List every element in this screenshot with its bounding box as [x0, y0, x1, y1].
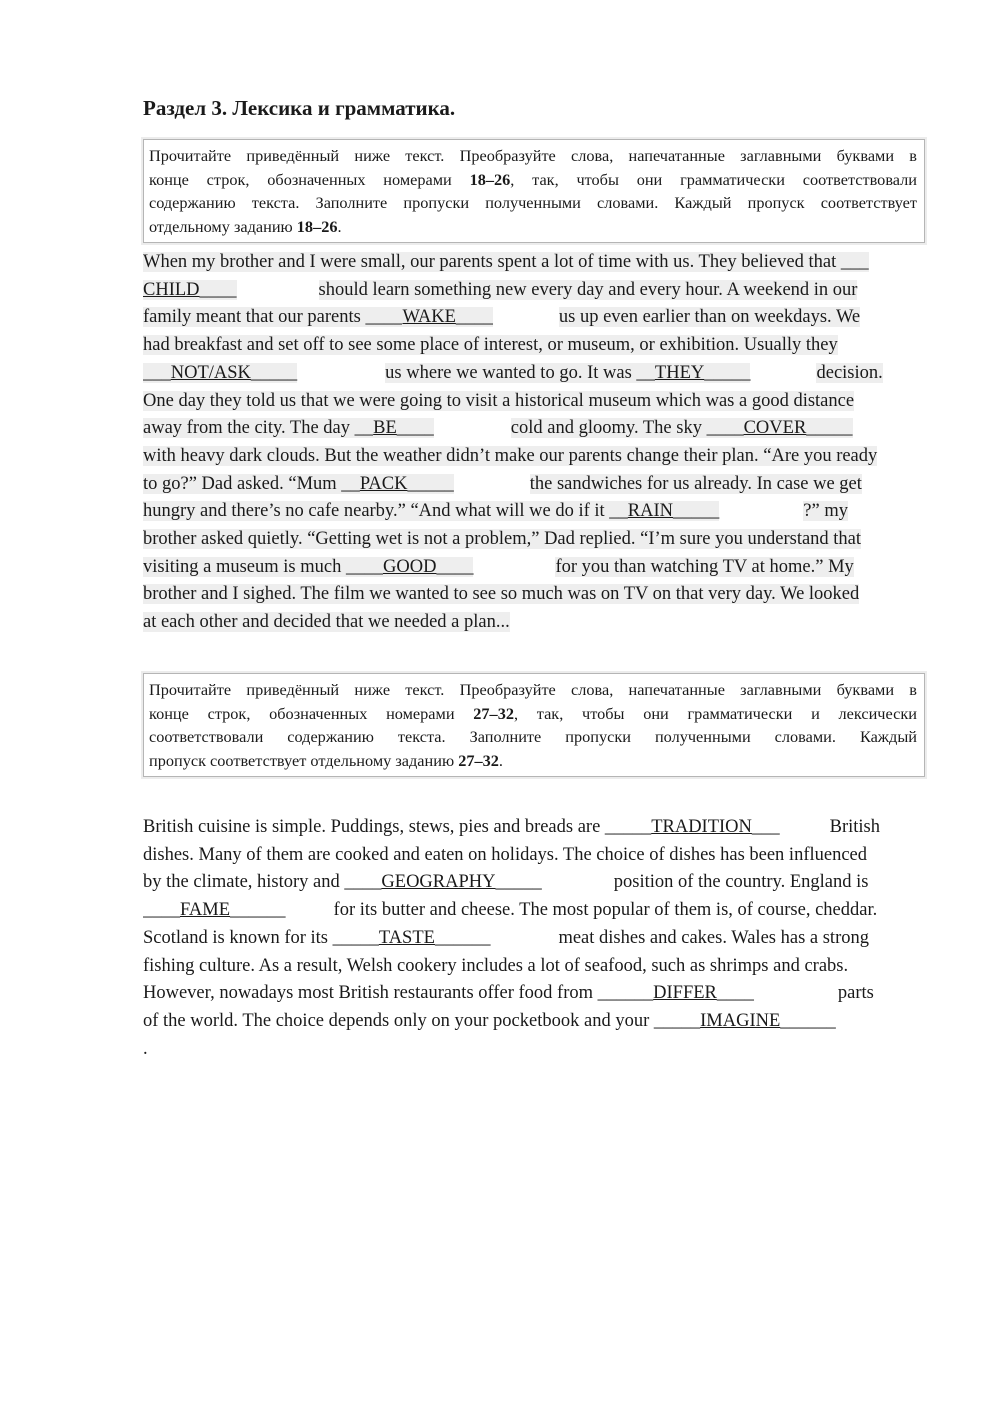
- gap-taste[interactable]: TASTE______: [378, 927, 491, 948]
- gap-geography[interactable]: GEOGRAPHY_____: [381, 872, 542, 893]
- text-line: ___NOT/ASK_____ us where we wanted to go. It was __THEY_____ decision.: [143, 362, 883, 383]
- text-line: hungry and there’s no cafe nearby.” “And what will we do if it __RAIN_____ ?” my: [143, 501, 848, 522]
- text-line: by the climate, history and ____GEOGRAPHY_____ position of the country. England is: [143, 872, 869, 893]
- gap-wake[interactable]: WAKE____: [402, 307, 493, 328]
- section-title: Раздел 3. Лексика и грамматика.: [143, 96, 456, 120]
- text-line: at each other and decided that we needed a plan...: [143, 612, 510, 633]
- gap-differ[interactable]: DIFFER____: [653, 983, 754, 1004]
- task2-instructions: [143, 673, 925, 777]
- text-line: had breakfast and set off to see some place of interest, or museum, or exhibition. Usually they: [143, 335, 838, 356]
- text-line: However, nowadays most British restaurants offer food from ______DIFFER____ parts: [143, 983, 874, 1004]
- task1-instructions: [143, 139, 925, 243]
- text-line: CHILD____ should learn something new every day and every hour. A weekend in our: [143, 279, 858, 300]
- task1-text: [143, 249, 928, 637]
- instr-line: отдельному заданию 18–26.: [149, 216, 342, 236]
- instr-line: содержанию текста. Заполните пропуски полученными словами. Каждый пропуск соответствует: [149, 193, 917, 213]
- text-line: visiting a museum is much ____GOOD____ for you than watching TV at home.” My: [143, 556, 854, 577]
- text-line: with heavy dark clouds. But the weather didn’t make our parents change their plan. “Are you ready: [143, 445, 878, 466]
- instr-line: пропуск соответствует отдельному заданию 27–32.: [149, 750, 503, 770]
- text-line: British cuisine is simple. Puddings, stews, pies and breads are _____TRADITION___ British: [143, 817, 881, 837]
- gap-cover[interactable]: COVER_____: [743, 418, 853, 439]
- text-line: .: [143, 1038, 148, 1059]
- text-line: Scotland is known for its _____TASTE______ meat dishes and cakes. Wales has a strong: [143, 927, 869, 948]
- instr-line: Прочитайте приведённый ниже текст. Преобразуйте слова, напечатанные заглавными буквами в: [149, 146, 917, 165]
- text-line: One day they told us that we were going to visit a historical museum which was a good distance: [143, 390, 855, 411]
- text-line: brother asked quietly. “Getting wet is not a problem,” Dad replied. “I’m sure you understand that: [143, 529, 862, 550]
- text-line: brother and I sighed. The film we wanted to see so much was on TV on that very day. We looked: [143, 584, 860, 605]
- gap-be[interactable]: BE____: [373, 418, 434, 439]
- gap-they[interactable]: THEY_____: [654, 362, 751, 383]
- instr-line: конце строк, обозначенных номерами 18–26, так, чтобы они грамматически соответствовали: [149, 169, 917, 189]
- text-line: of the world. The choice depends only on your pocketbook and your _____IMAGINE______: [143, 1010, 836, 1031]
- instr-line: конце строк, обозначенных номерами 27–32, так, чтобы они грамматически и лексически: [149, 703, 917, 723]
- text-line: family meant that our parents ____WAKE____ us up even earlier than on weekdays. We: [143, 307, 861, 328]
- text-line: ____FAME______ for its butter and cheese. The most popular of them is, of course, cheddar.: [143, 900, 878, 921]
- text-line: fishing culture. As a result, Welsh cookery includes a lot of seafood, such as shrimps and crabs.: [143, 955, 849, 976]
- gap-rain[interactable]: RAIN_____: [627, 501, 720, 522]
- gap-not-ask[interactable]: ___NOT/ASK_____: [143, 362, 298, 383]
- gap-tradition[interactable]: TRADITION___: [651, 817, 780, 837]
- gap-imagine[interactable]: IMAGINE______: [700, 1010, 836, 1031]
- instr-line: соответствовали содержанию текста. Заполните пропуски полученными словами. Каждый: [149, 727, 917, 747]
- text-line: to go?” Dad asked. “Mum __PACK_____ the sandwiches for us already. In case we get: [143, 473, 862, 494]
- gap-pack[interactable]: PACK_____: [359, 473, 454, 494]
- text-line: dishes. Many of them are cooked and eaten on holidays. The choice of dishes has been influenced: [143, 844, 868, 865]
- gap-fame[interactable]: ____FAME______: [143, 900, 286, 921]
- task2-text: [143, 814, 928, 1063]
- gap-child[interactable]: CHILD____: [143, 279, 237, 300]
- gap-good[interactable]: GOOD____: [382, 556, 474, 577]
- instr-line: Прочитайте приведённый ниже текст. Преобразуйте слова, напечатанные заглавными буквами в: [149, 680, 917, 699]
- text-line: away from the city. The day __BE____ cold and gloomy. The sky ____COVER_____: [143, 418, 853, 439]
- text-line: When my brother and I were small, our parents spent a lot of time with us. They believed that ___: [143, 252, 869, 272]
